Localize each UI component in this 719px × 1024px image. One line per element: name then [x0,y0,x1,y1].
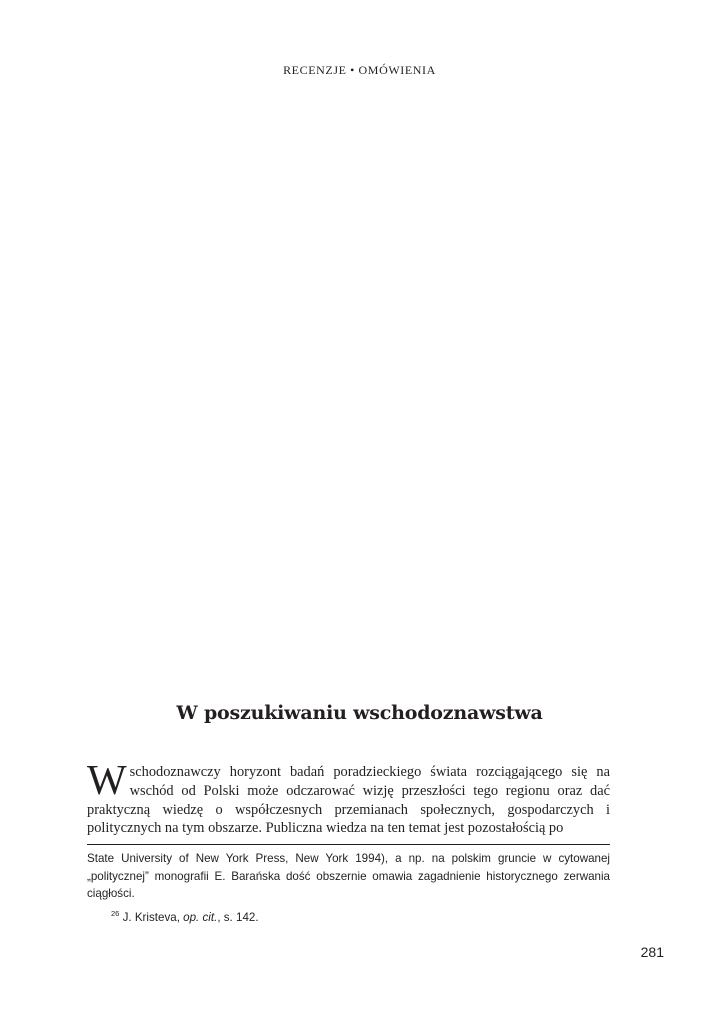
body-paragraph-text: schodoznawczy horyzont badań poradzieckiego świata rozciągającego się na wschód od Polski może odczarować wizję przeszłości tego regionu oraz dać praktyczną wiedzę o współczesnych przemianach społecznych, gospodarczych i politycznych na tym obszarze. Publiczna wiedza na ten temat jest pozostałością po [87,764,610,837]
footnote-rule [87,844,610,845]
footnote-op-cit: op. cit. [183,910,218,924]
footnote-page-ref: , s. 142. [217,910,259,924]
footnote-26 [87,905,610,926]
footnote-number: 26 [111,908,120,918]
footnotes [87,850,610,926]
footnote-continuation: State University of New York Press, New York 1994), a np. na polskim gruncie w cytowanej „politycznej” monografii E. Barańska dość obszernie omawia zagadnienie historycznego zerwania ciągłości. [87,852,610,901]
body-paragraph [87,758,610,838]
drop-cap: W [87,758,127,804]
footnote-author: J. Kristeva, [122,910,180,924]
running-head: RECENZJE • OMÓWIENIA [283,63,436,77]
page-number: 281 [640,944,664,960]
section-title: W poszukiwaniu wschodoznawstwa [176,702,543,724]
